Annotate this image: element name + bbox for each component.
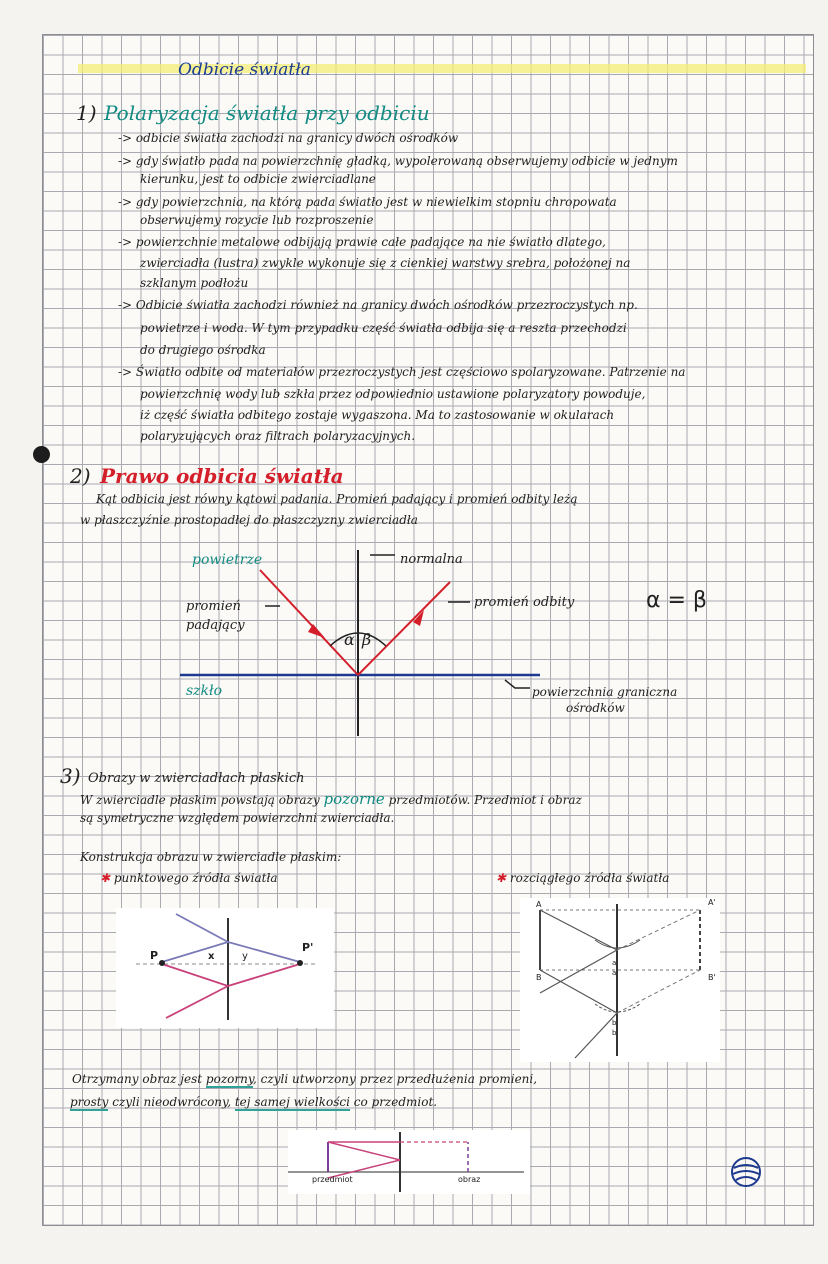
text-line: powietrze i woda. W tym przypadku część światła odbija się a reszta przechodzi xyxy=(140,321,627,335)
ray xyxy=(540,950,617,993)
ray xyxy=(575,1013,617,1058)
text-line: iż część światła odbitego zostaje wygaszona. Ma to zastosowanie w okularach xyxy=(140,408,615,422)
keyword-pozorny: pozorny xyxy=(205,1072,254,1086)
label-x: x xyxy=(208,951,215,962)
construction-label: Konstrukcja obrazu w zwierciadle płaskim: xyxy=(80,850,342,864)
label-B: B xyxy=(536,973,542,982)
incident-ray xyxy=(260,570,358,675)
ray xyxy=(328,1142,400,1160)
text-line: w płaszczyźnie prostopadłej do płaszczyzny zwierciadła xyxy=(80,513,418,527)
punch-hole-icon xyxy=(33,446,50,463)
text-line: -> gdy powierzchnia, na którą pada światło jest w niewielkim stopniu chropowata xyxy=(118,195,617,209)
asterisk-icon: ✱ xyxy=(100,871,114,885)
section-3-heading: Obrazy w zwierciadłach płaskich xyxy=(88,771,305,786)
section-2-number: 2) xyxy=(70,464,91,488)
keyword-prosty: prosty xyxy=(70,1095,109,1109)
ray xyxy=(540,910,617,950)
line-part: przedmiotów. Przedmiot i obraz xyxy=(388,793,582,807)
text-line: do drugiego ośrodka xyxy=(140,343,266,357)
text-line: -> gdy światło pada na powierzchnię gładką, wypolerowaną obserwujemy odbicie w jednym xyxy=(118,154,678,168)
text-line: Kąt odbicia jest równy kątowi padania. Promień padający i promień odbity leżą xyxy=(96,492,578,506)
text-line xyxy=(80,792,582,807)
text-line: są symetryczne względem powierzchni zwierciadła. xyxy=(80,811,395,825)
point-p-image xyxy=(297,960,303,966)
text-line: -> Światło odbite od materiałów przezroczystych jest częściowo spolaryzowane. Patrzenie na xyxy=(118,365,686,379)
angle-label: b xyxy=(612,1019,617,1027)
text-line: zwierciadła (lustra) zwykle wykonuje się z cienkiej warstwy srebra, położonej na xyxy=(140,256,631,270)
extended-source-diagram xyxy=(520,898,720,1062)
keyword-same-size: tej samej wielkości xyxy=(234,1095,350,1109)
ray xyxy=(540,970,617,1013)
label-y: y xyxy=(242,951,248,962)
image-label: obraz xyxy=(458,1175,481,1184)
ray xyxy=(162,964,228,986)
alpha-label: α xyxy=(344,630,355,649)
label-P-image: P' xyxy=(302,941,314,954)
boundary-label-tick xyxy=(505,680,530,688)
boundary-label-1: powierzchnia graniczna xyxy=(532,685,678,699)
text-line: -> odbicie światła zachodzi na granicy dwóch ośrodków xyxy=(118,131,459,145)
text-line: -> powierzchnie metalowe odbijają prawie całe padające na nie światło dlatego, xyxy=(118,235,606,249)
ray xyxy=(228,964,300,986)
object-image-diagram xyxy=(288,1130,530,1194)
glass-label: szkło xyxy=(186,683,223,699)
line-part: W zwierciadle płaskim powstają obrazy xyxy=(80,793,320,807)
incident-label-1: promień xyxy=(186,599,241,614)
reflected-ray xyxy=(358,582,450,675)
label-A: A xyxy=(536,900,542,909)
object-label: przedmiot xyxy=(312,1175,353,1184)
globe-logo-icon xyxy=(728,1154,764,1190)
label-A-image: A' xyxy=(708,898,716,907)
point-source-label: ✱ punktowego źródła światła xyxy=(100,871,278,885)
boundary-label-2: ośrodków xyxy=(566,701,625,715)
ray xyxy=(617,910,700,950)
text-line: kierunku, jest to odbicie zwierciadlane xyxy=(140,172,376,186)
conclusion-line-1: Otrzymany obraz jest pozorny, czyli utworzony przez przedłużenia promieni, xyxy=(72,1072,538,1086)
conclusion-line-2: prosty czyli nieodwrócony, tej samej wielkości co przedmiot. xyxy=(70,1095,438,1109)
page-title: Odbicie światła xyxy=(178,60,311,80)
ray xyxy=(162,942,228,962)
incident-label-2: padający xyxy=(186,618,245,633)
angle-label: a xyxy=(612,959,617,967)
keyword-pozorne: pozorne xyxy=(323,790,385,808)
asterisk-icon: ✱ xyxy=(496,871,510,885)
beta-label: β xyxy=(362,630,372,649)
extended-source-label: ✱ rozciągłego źródła światła xyxy=(496,871,670,885)
text-line: obserwujemy rozycie lub rozproszenie xyxy=(140,213,374,227)
text-line: -> Odbicie światła zachodzi również na granicy dwóch ośrodków przezroczystych np. xyxy=(118,298,638,312)
text-line: powierzchnię wody lub szkła przez odpowiednio ustawione polaryzatory powoduje, xyxy=(140,387,646,401)
section-2-heading: Prawo odbicia światła xyxy=(100,464,344,488)
air-label: powietrze xyxy=(192,552,263,568)
law-formula: α = β xyxy=(646,588,707,613)
section-1-number: 1) xyxy=(76,101,97,125)
section-1-heading: Polaryzacja światła przy odbiciu xyxy=(104,101,430,125)
ray xyxy=(228,942,300,962)
reflected-label: promień odbity xyxy=(474,595,575,610)
label-B-image: B' xyxy=(708,973,716,982)
point-source-diagram xyxy=(116,908,334,1028)
normal-label: normalna xyxy=(400,552,463,567)
ray xyxy=(176,914,228,942)
point-p xyxy=(159,960,165,966)
section-3-number: 3) xyxy=(60,764,81,788)
text-line: polaryzujących oraz filtrach polaryzacyjnych. xyxy=(140,429,416,443)
text-line: szklanym podłożu xyxy=(140,276,249,290)
label-P: P xyxy=(150,949,159,962)
reflection-diagram xyxy=(180,540,780,740)
angle-label: b xyxy=(612,1029,617,1037)
angle-label: a xyxy=(612,969,617,977)
ray xyxy=(617,970,700,1013)
incident-arrowhead xyxy=(308,624,325,638)
ray xyxy=(166,986,228,1018)
